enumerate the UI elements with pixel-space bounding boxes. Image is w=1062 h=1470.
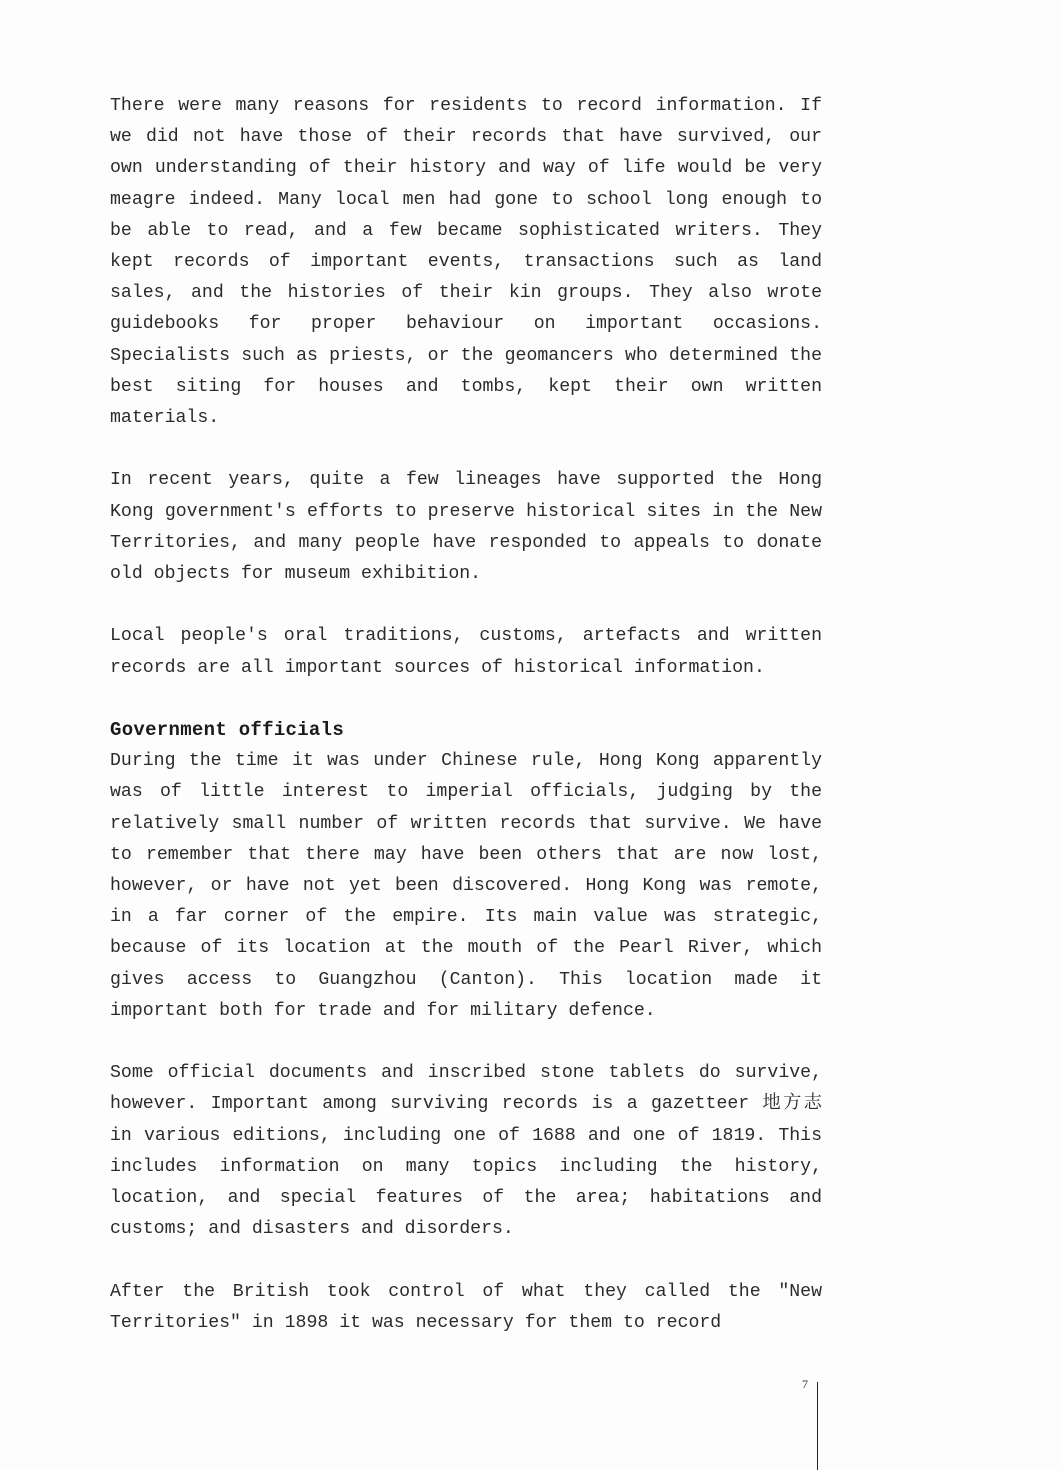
paragraph-lineages-preservation: In recent years, quite a few lineages have supported the Hong Kong government's efforts to preserve historical sites in the New Territories, and many people have responded to appeals to donate old objects for museum exhibition. [110,470,822,585]
paragraph-british-control: After the British took control of what they called the "New Territories" in 1898 it was necessary for them to record [110,1281,822,1333]
paragraph-official-documents: Some official documents and inscribed stone tablets do survive, however. Important among surviving records is a gazetteer 地方志 in various editions, including one of 1688 and one of 1819. This includes information on many topics including the history, location, and special features of the area; habitations and customs; and disasters and disorders. [110,1063,822,1240]
section-heading-government-officials: Government officials [110,719,345,742]
paragraph-sources-summary: Local people's oral traditions, customs, artefacts and written records are all important sources of historical information. [110,626,822,678]
document-body [110,91,822,1339]
paragraph-residents-records: There were many reasons for residents to record information. If we did not have those of their records that have survived, our own understanding of their history and way of life would be very meagre indeed. Many local men had gone to school long enough to be able to read, and a few became sophisticated writers. They kept records of important events, transactions such as land sales, and the histories of their kin groups. They also wrote guidebooks for proper behaviour on important occasions. Specialists such as priests, or the geomancers who determined the best siting for houses and tombs, kept their own written materials. [110,96,822,429]
page-number: 7 [802,1377,808,1391]
paragraph-chinese-rule: During the time it was under Chinese rule, Hong Kong apparently was of little interest to imperial officials, judging by the relatively small number of written records that survive. We have to remember that there may have been others that are now lost, however, or have not yet been discovered. Hong Kong was remote, in a far corner of the empire. Its main value was strategic, because of its location at the mouth of the Pearl River, which gives access to Guangzhou (Canton). This location made it important both for trade and for military defence. [110,751,822,1021]
margin-rule-line [817,1382,818,1470]
